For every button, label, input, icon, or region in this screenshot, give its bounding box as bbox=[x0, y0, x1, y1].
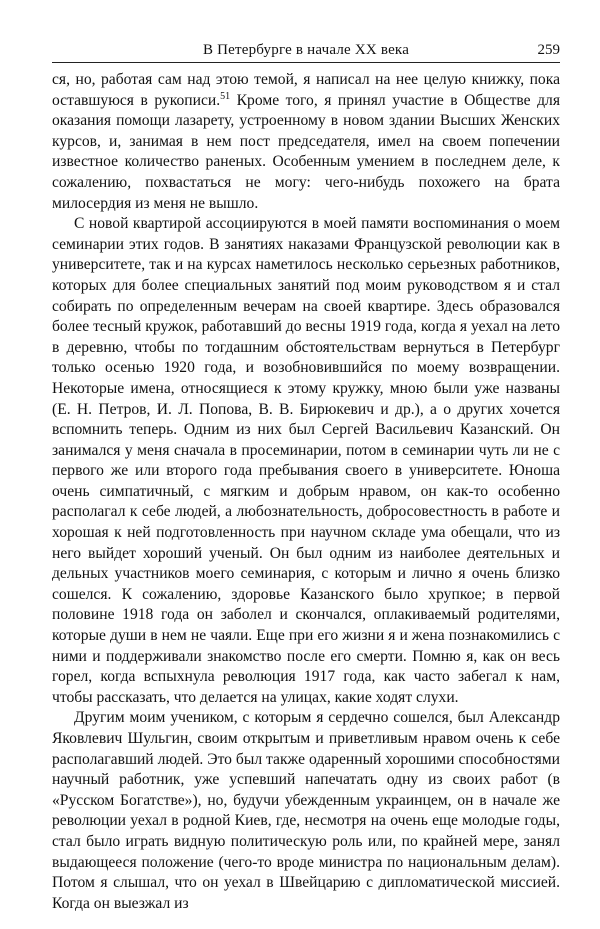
book-page bbox=[52, 40, 560, 914]
page-number: 259 bbox=[537, 42, 560, 58]
paragraph-1-text: ся, но, работая сам над этою темой, я написал на нее целую книжку, пока оставшуюся в рукописи. bbox=[52, 71, 560, 109]
body-text bbox=[52, 70, 560, 914]
paragraph-1 bbox=[52, 70, 560, 214]
running-title: В Петербурге в начале XX века bbox=[202, 42, 410, 58]
paragraph-2: С новой квартирой ассоциируются в моей памяти воспоминания о моем семинарии этих годов. В занятиях наказами Французской революции как в университете, так и на курсах наметилось несколько серьезных работников, которых для более специальных занятий под моим руководством я и стал собирать по определенным вечерам на своей квартире. Здесь образовался более тесный кружок, работавший до весны 1919 года, когда я уехал на лето в деревню, чтобы по тогдашним обстоятельствам вернуться в Петербург только осенью 1920 года, и возобновившийся по моему возвращении. Некоторые имена, относящиеся к этому кружку, мною были уже названы (Е. Н. Петров, И. Л. Попова, В. В. Бирюкевич и др.), а о других хочется вспомнить теперь. Одним из них был Сергей Васильевич Казанский. Он занимался у меня сначала в просеминарии, потом в семинарии чуть ли не с первого же или второго года пребывания своего в университете. Юноша очень симпатичный, с мягким и добрым нравом, он как-то особенно располагал к себе людей, а любознательность, добросовестность в работе и хорошая к ней подготовленность при научном складе ума обещали, что из него выйдет хороший ученый. Он был одним из наиболее деятельных и дельных участников моего семинария, с которым и лично я очень близко сошелся. К сожалению, здоровье Казанского было хрупкое; в первой половине 1918 года он заболел и скончался, оплакиваемый родителями, которые души в нем не чаяли. Еще при его жизни я и жена познакомились с ними и поддерживали знакомство после его смерти. Помню я, как он весь горел, когда вспыхнула революция 1917 года, как часто забегал к нам, чтобы рассказать, что делается на улицах, какие ходят слухи. bbox=[52, 215, 560, 706]
paragraph-1-continuation: Кроме того, я принял участие в Обществе для оказания помощи лазарету, устроенному в новом здании Высших Женских курсов, и, занимая в нем пост председателя, имел на своем попечении известное количество раненых. Особенным умением в последнем деле, к сожалению, похвастаться не могу: чего-нибудь похожего на брата милосердия из меня не вышло. bbox=[52, 91, 560, 212]
running-header bbox=[52, 40, 560, 63]
footnote-reference: 51 bbox=[220, 90, 231, 102]
paragraph-3: Другим моим учеником, с которым я сердечно сошелся, был Александр Яковлевич Шульгин, своим открытым и приветливым нравом очень к себе располагавший людей. Это был также одаренный хорошими способностями научный работник, уже успевший напечатать одну из своих работ (в «Русском Богатстве»), но, будучи убежденным украинцем, он в начале же революции уехал в родной Киев, где, несмотря на очень еще молодые годы, стал было играть видную политическую роль или, по крайней мере, занял выдающееся положение (чего-то вроде министра по национальным делам). Потом я слышал, что он уехал в Швейцарию с дипломатической миссией. Когда он выезжал из bbox=[52, 709, 560, 912]
